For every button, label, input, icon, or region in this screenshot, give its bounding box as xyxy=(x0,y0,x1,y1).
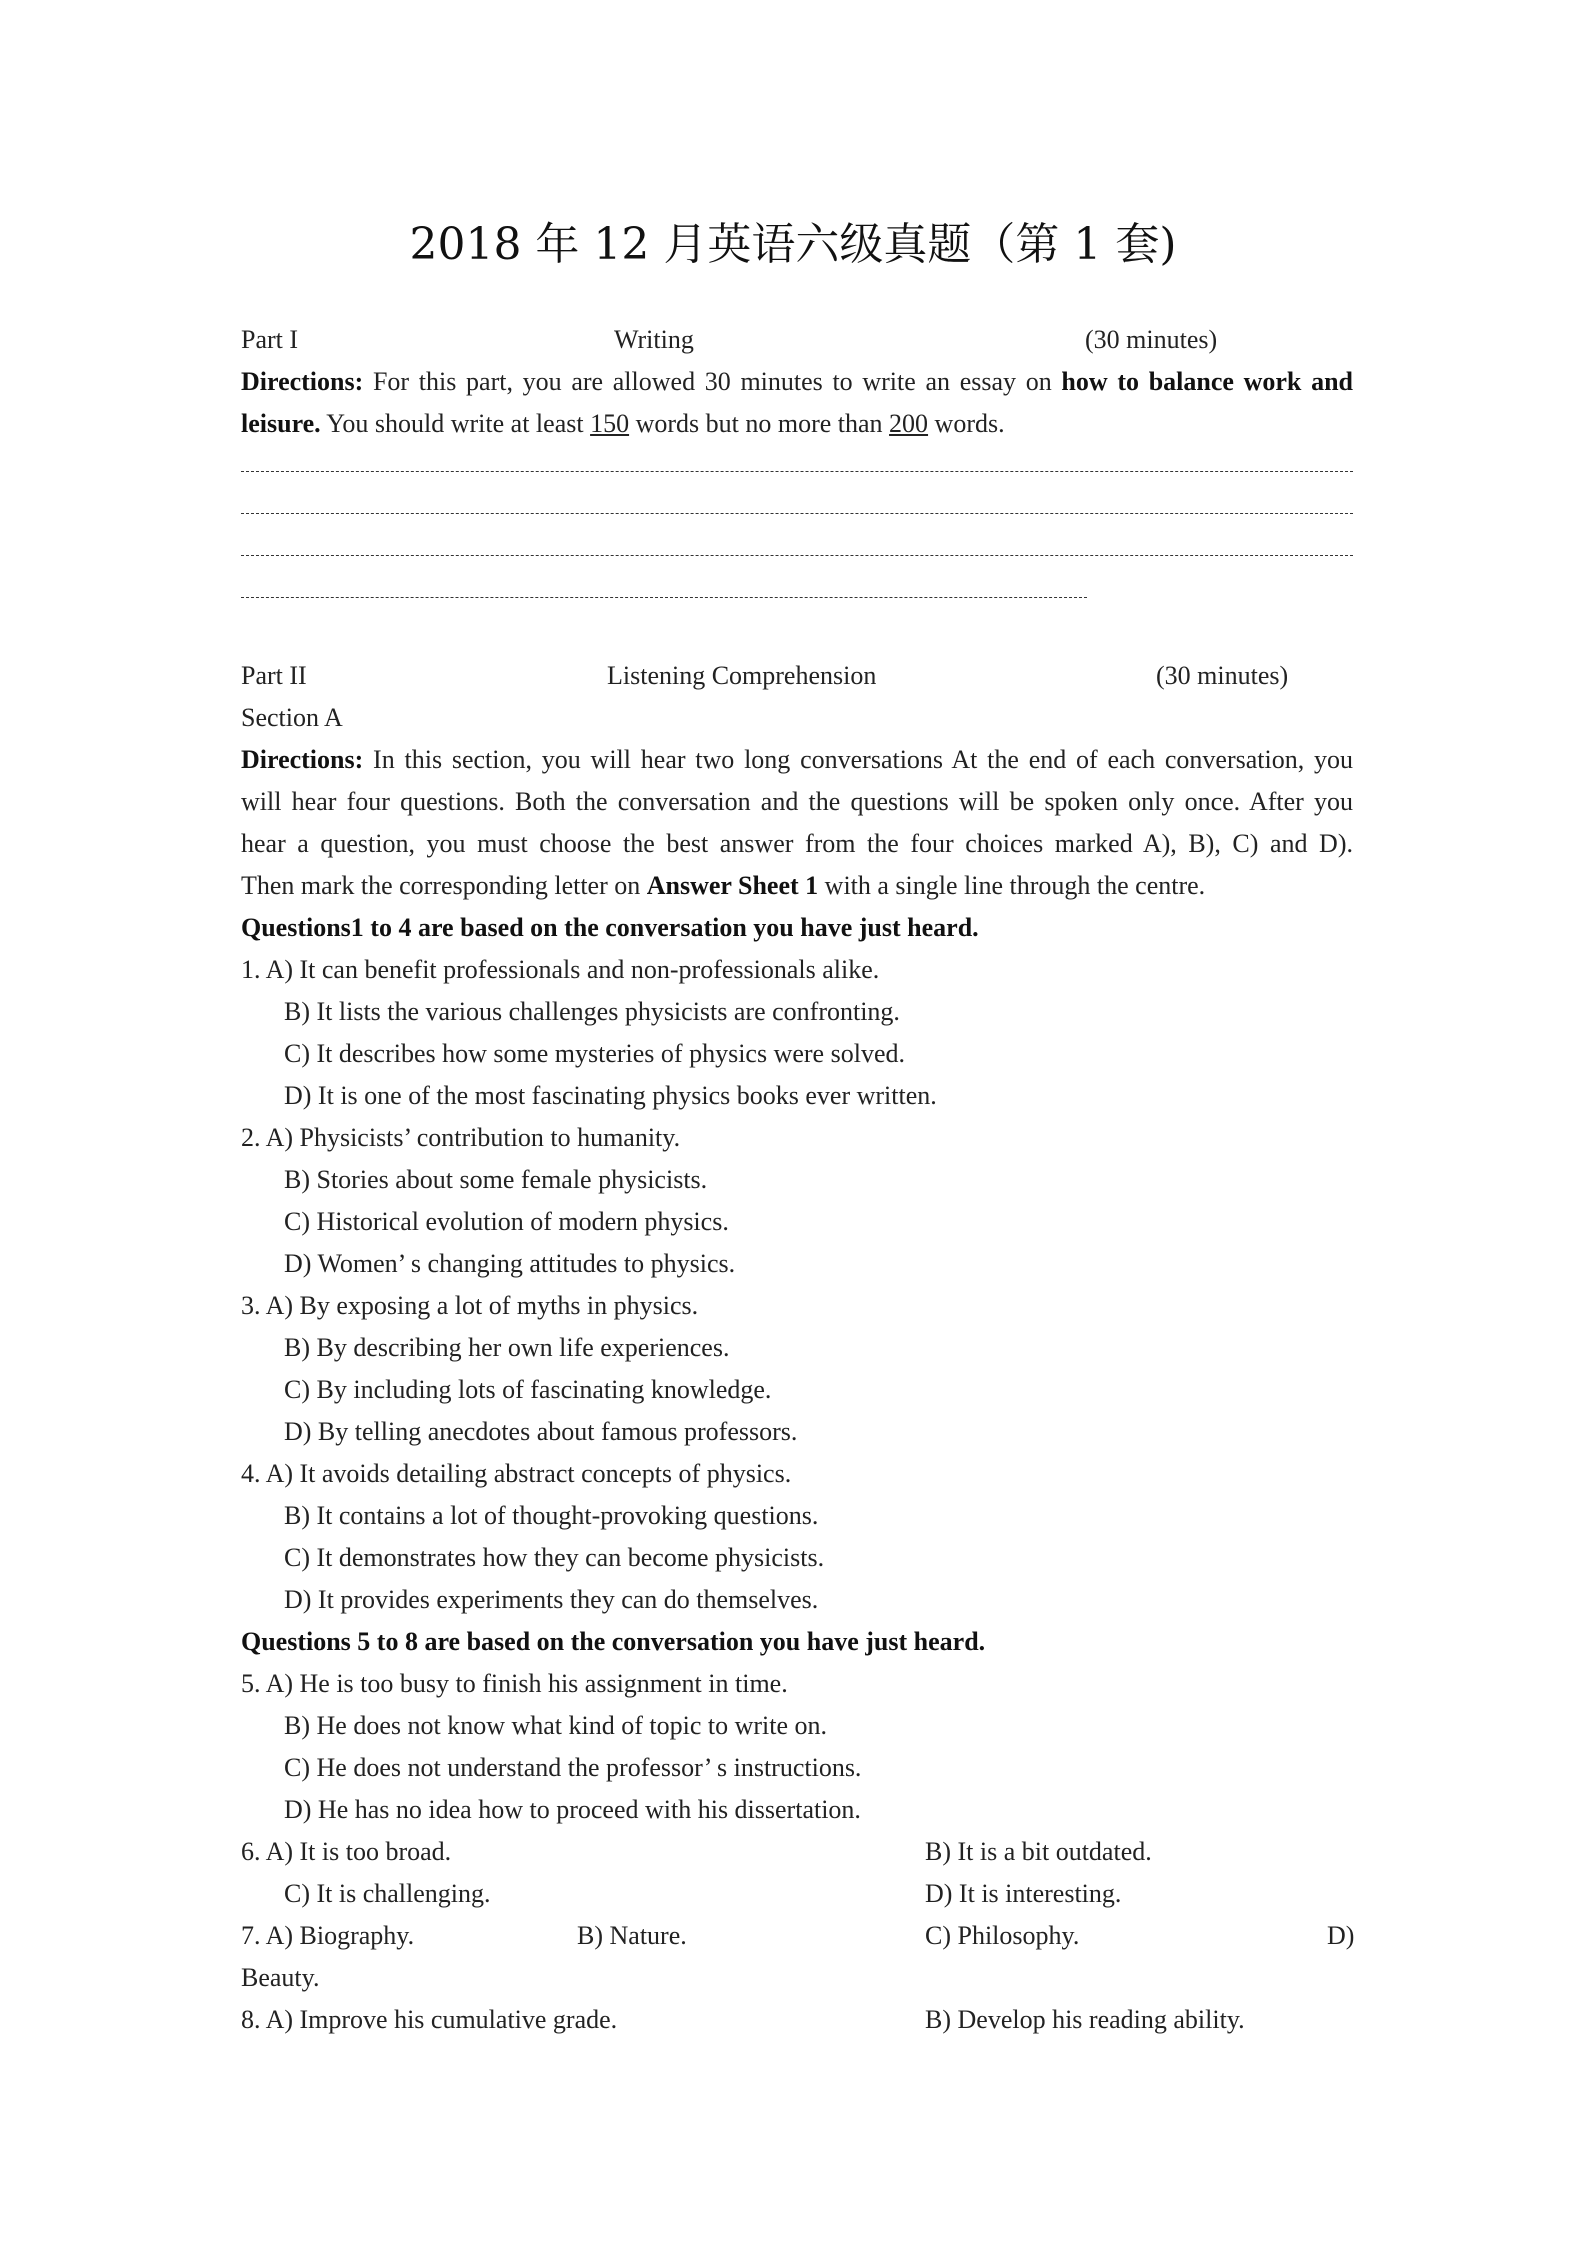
question-7-option-a: 7. A) Biography. xyxy=(241,1921,415,1950)
answer-blank-line xyxy=(241,471,1353,472)
question-6-option-c: C) It is challenging. xyxy=(284,1879,491,1908)
part2-directions-line1 xyxy=(241,739,1353,781)
directions-text: You should write at least xyxy=(320,409,591,438)
question-4-option-c: C) It demonstrates how they can become physicists. xyxy=(284,1543,825,1572)
question-1-option-a: 1. A) It can benefit professionals and non-professionals alike. xyxy=(241,955,880,984)
question-3-option-c: C) By including lots of fascinating knowledge. xyxy=(284,1375,772,1404)
question-8-option-b: B) Develop his reading ability. xyxy=(925,2005,1245,2034)
question-5-option-d: D) He has no idea how to proceed with his dissertation. xyxy=(284,1795,861,1824)
directions-text: words. xyxy=(928,409,1005,438)
min-words: 150 xyxy=(590,409,630,438)
section-label: Section A xyxy=(241,703,343,732)
answer-blank-line xyxy=(241,555,1353,556)
question-6-option-a: 6. A) It is too broad. xyxy=(241,1837,452,1866)
question-5-option-b: B) He does not know what kind of topic to write on. xyxy=(284,1711,828,1740)
essay-topic-cont: leisure. xyxy=(241,409,321,438)
part2-label: Part II xyxy=(241,661,307,690)
question-5-option-a: 5. A) He is too busy to finish his assignment in time. xyxy=(241,1669,788,1698)
max-words: 200 xyxy=(889,409,929,438)
question-5-option-c: C) He does not understand the professor’ s instructions. xyxy=(284,1753,862,1782)
question-group-heading: Questions 5 to 8 are based on the conversation you have just heard. xyxy=(241,1627,986,1656)
question-group-heading: Questions1 to 4 are based on the conversation you have just heard. xyxy=(241,913,979,942)
question-4-option-a: 4. A) It avoids detailing abstract concepts of physics. xyxy=(241,1459,792,1488)
question-7-option-b: B) Nature. xyxy=(577,1921,687,1950)
answer-sheet-ref: Answer Sheet 1 xyxy=(646,871,819,900)
directions-text: Then mark the corresponding letter on xyxy=(241,871,647,900)
question-1-option-b: B) It lists the various challenges physicists are confronting. xyxy=(284,997,900,1026)
question-2-option-b: B) Stories about some female physicists. xyxy=(284,1165,708,1194)
directions-text: with a single line through the centre. xyxy=(818,871,1206,900)
question-2-option-d: D) Women’ s changing attitudes to physics. xyxy=(284,1249,736,1278)
page-title: 2018 年 12 月英语六级真题（第 1 套) xyxy=(409,219,1177,270)
directions-text: words but no more than xyxy=(629,409,890,438)
question-6-option-b: B) It is a bit outdated. xyxy=(925,1837,1152,1866)
answer-blank-line xyxy=(241,513,1353,514)
answer-blank-line xyxy=(241,597,1087,598)
question-7-option-d: D) xyxy=(1327,1921,1355,1950)
part1-name: Writing xyxy=(614,325,694,354)
question-1-option-d: D) It is one of the most fascinating physics books ever written. xyxy=(284,1081,937,1110)
part2-directions-line3: hear a question, you must choose the best answer from the four choices marked A), B), C) and D). xyxy=(241,829,1353,858)
part1-directions-line2 xyxy=(241,403,1353,445)
directions-text: In this section, you will hear two long conversations At the end of each conversation, you xyxy=(363,745,1353,774)
part1-directions-line1 xyxy=(241,361,1353,403)
directions-text: For this part, you are allowed 30 minutes to write an essay on xyxy=(363,367,1062,396)
question-2-option-a: 2. A) Physicists’ contribution to humanity. xyxy=(241,1123,681,1152)
directions-label: Directions: xyxy=(241,367,364,396)
question-2-option-c: C) Historical evolution of modern physics. xyxy=(284,1207,729,1236)
question-7-option-c: C) Philosophy. xyxy=(925,1921,1080,1950)
question-1-option-c: C) It describes how some mysteries of physics were solved. xyxy=(284,1039,905,1068)
question-6-option-d: D) It is interesting. xyxy=(925,1879,1122,1908)
part1-time: (30 minutes) xyxy=(1085,325,1218,354)
question-3-option-b: B) By describing her own life experiences. xyxy=(284,1333,730,1362)
directions-label: Directions: xyxy=(241,745,364,774)
question-3-option-a: 3. A) By exposing a lot of myths in physics. xyxy=(241,1291,699,1320)
question-3-option-d: D) By telling anecdotes about famous professors. xyxy=(284,1417,798,1446)
question-7-option-d-text: Beauty. xyxy=(241,1963,320,1992)
part2-time: (30 minutes) xyxy=(1156,661,1289,690)
question-4-option-b: B) It contains a lot of thought-provoking questions. xyxy=(284,1501,819,1530)
part2-directions-line4 xyxy=(241,865,1353,907)
question-8-option-a: 8. A) Improve his cumulative grade. xyxy=(241,2005,618,2034)
question-4-option-d: D) It provides experiments they can do themselves. xyxy=(284,1585,819,1614)
part2-directions-line2: will hear four questions. Both the conversation and the questions will be spoken only once. After you xyxy=(241,787,1353,816)
part2-name: Listening Comprehension xyxy=(607,661,877,690)
essay-topic: how to balance work and xyxy=(1061,367,1353,396)
part1-label: Part I xyxy=(241,325,299,354)
